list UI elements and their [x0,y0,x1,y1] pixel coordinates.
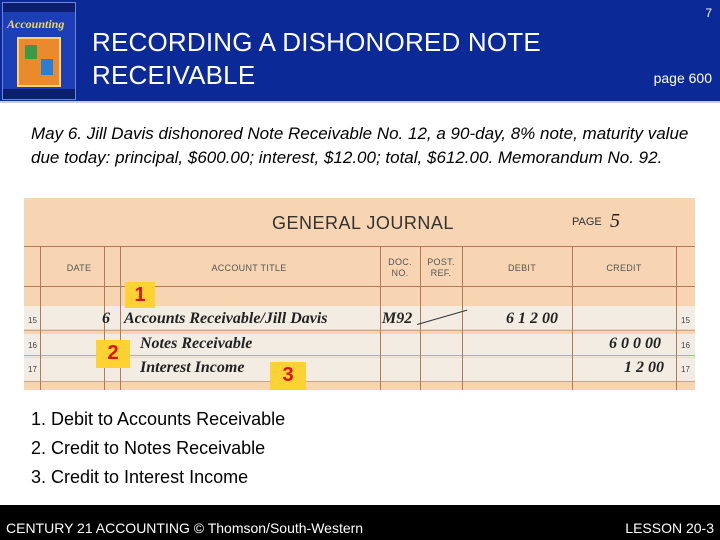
entry-doc-number: M92 [382,310,413,327]
slide-header [0,0,720,103]
col-header-doc-2: NO. [391,268,409,278]
line-number-right: 16 [681,341,690,350]
callout-3: 3 [270,362,306,390]
slide-footer [0,505,720,540]
page-reference: page 600 [653,70,712,86]
col-header-post-2: REF. [430,268,452,278]
row-rule-15 [24,330,695,331]
cover-top-strip [3,3,75,12]
title-line-1: RECORDING A DISHONORED NOTE [92,27,541,57]
key-list-item: 3. Credit to Interest Income [31,467,249,487]
key-list [31,405,285,492]
entry-credit-amount-1: 6 0 0 00 [609,335,661,352]
slide-number: 7 [705,6,712,20]
col-divider-debit [572,246,573,390]
footer-copyright: CENTURY 21 ACCOUNTING © Thomson/South-Western [6,520,364,536]
col-divider-credit [676,246,677,390]
key-list-item: 1. Debit to Accounts Receivable [31,409,286,429]
col-header-account-title: ACCOUNT TITLE [211,263,287,273]
col-divider-day [120,246,121,390]
line-number-left: 17 [28,365,37,374]
cover-brand-text: Accounting [7,17,65,31]
header-rule-top [24,246,695,247]
col-divider-post [462,246,463,390]
cover-illustration [17,37,61,87]
textbook-cover-image [2,2,76,100]
col-header-doc-1: DOC. [388,257,412,267]
col-header-date: DATE [66,263,92,273]
entry-credit-amount-2: 1 2 00 [624,359,664,376]
col-divider-line [40,246,41,390]
line-number-left: 16 [28,341,37,350]
entry-account-debit: Accounts Receivable/Jill Davis [124,310,328,327]
journal-page-value: 5 [610,210,620,232]
transaction-description: May 6. Jill Davis dishonored Note Receivable No. 12, a 90-day, 8% note, maturity value due today: principal, $600.00; interest, $12.00; total, $612.00. Memorandum No. 92. [31,124,689,167]
entry-debit-amount: 6 1 2 00 [506,310,558,327]
callout-1: 1 [125,282,155,308]
cover-bottom-strip [3,89,75,99]
journal-page-label: PAGE [572,216,602,228]
callout-2: 2 [96,340,130,368]
entry-account-credit-2: Interest Income [140,359,245,376]
entry-account-credit-1: Notes Receivable [140,335,253,352]
line-number-right: 17 [681,365,690,374]
col-header-credit: CREDIT [606,263,642,273]
footer-lesson: LESSON 20-3 [625,520,714,536]
line-number-left: 15 [28,316,37,325]
row-rule-17 [24,381,695,382]
key-list-item: 2. Credit to Notes Receivable [31,438,266,458]
slide-title [92,26,612,92]
line-number-right: 15 [681,316,690,325]
journal-title: GENERAL JOURNAL [272,213,454,233]
title-line-2: RECEIVABLE [92,60,256,90]
col-header-debit: DEBIT [507,263,536,273]
col-header-post-1: POST. [427,257,455,267]
entry-day: 6 [102,310,110,327]
